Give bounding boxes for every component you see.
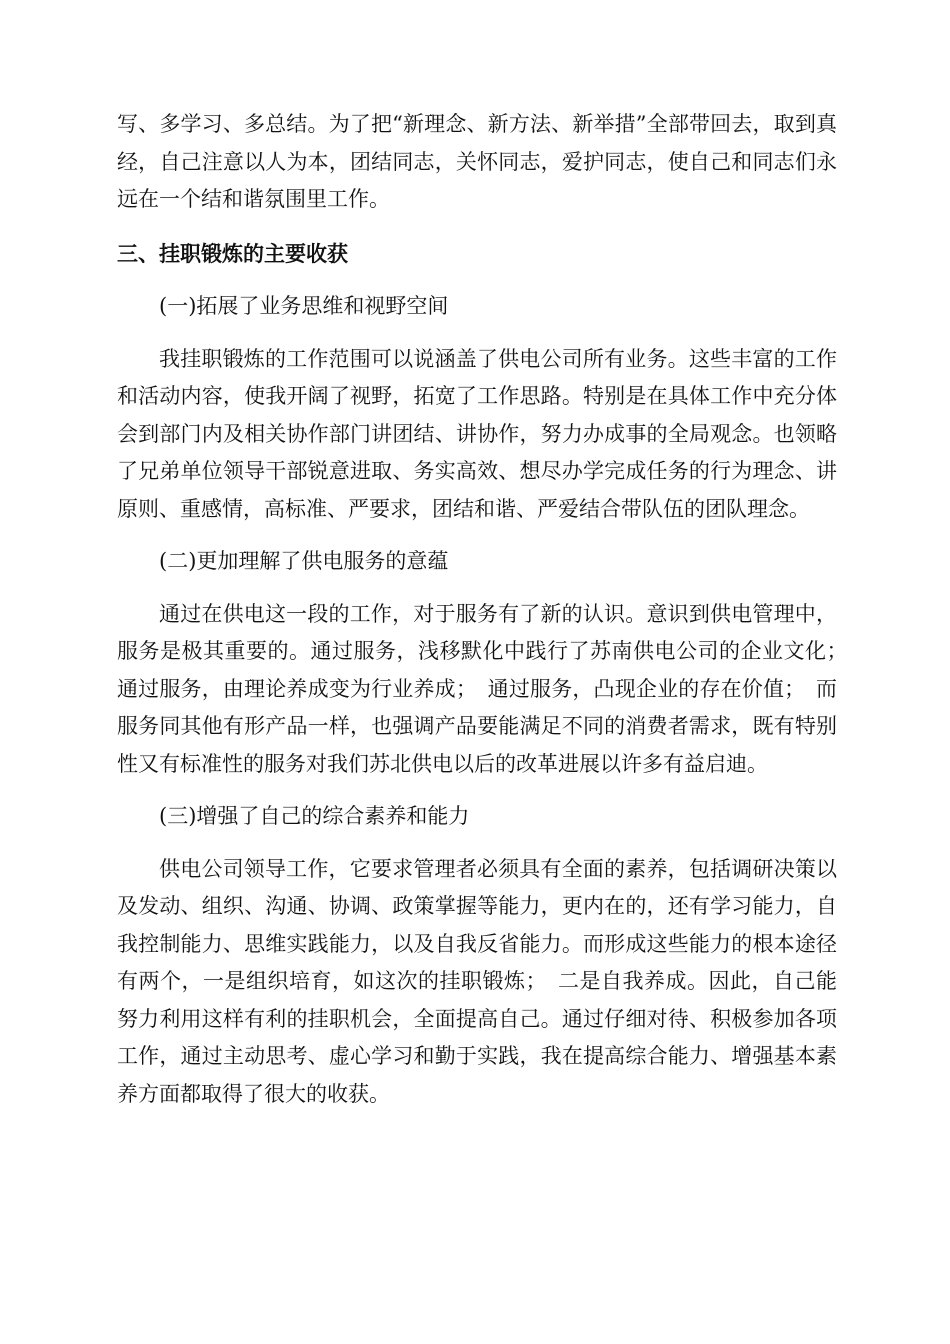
paragraph-continued: 写、多学习、多总结。为了把“新理念、新方法、新举措”全部带回去，取到真经，自己注意以人为本，团结同志，关怀同志，爱护同志，使自己和同志们永远在一个结和谐氛围里工作。 <box>117 112 837 211</box>
subsection-heading-3: (三)增强了自己的综合素养和能力 <box>159 804 470 828</box>
subsection-body-1: 我挂职锻炼的工作范围可以说涵盖了供电公司所有业务。这些丰富的工作和活动内容，使我开阔了视野，拓宽了工作思路。特别是在具体工作中充分体会到部门内及相关协作部门讲团结、讲协作，努力办成事的全局观念。也领略了兄弟单位领导干部锐意进取、务实高效、想尽办学完成任务的行为理念、讲原则、重感情，高标准、严要求，团结和谐、严爱结合带队伍的团队理念。 <box>117 346 837 521</box>
subsection-heading-2: (二)更加理解了供电服务的意蕴 <box>159 549 449 573</box>
document-body <box>117 106 858 1113</box>
section-heading-3: 三、挂职锻炼的主要收获 <box>117 241 348 266</box>
subsection-heading-1: (一)拓展了业务思维和视野空间 <box>159 294 449 318</box>
subsection-body-2: 通过在供电这一段的工作，对于服务有了新的认识。意识到供电管理中，服务是极其重要的。通过服务，浅移默化中践行了苏南供电公司的企业文化； 通过服务，由理论养成变为行业养成； 通过服务，凸现企业的存在价值； 而服务同其他有形产品一样，也强调产品要能满足不同的消费者需求，既有特别性又有标准性的服务对我们苏北供电以后的改革进展以许多有益启迪。 <box>117 601 858 776</box>
subsection-body-3: 供电公司领导工作，它要求管理者必须具有全面的素养，包括调研决策以及发动、组织、沟通、协调、政策掌握等能力，更内在的，还有学习能力，自我控制能力、思维实践能力，以及自我反省能力。而形成这些能力的根本途径有两个，一是组织培育，如这次的挂职锻炼； 二是自我养成。因此，自己能努力利用这样有利的挂职机会，全面提高自己。通过仔细对待、积极参加各项工作，通过主动思考、虚心学习和勤于实践，我在提高综合能力、增强基本素养方面都取得了很大的收获。 <box>117 856 837 1106</box>
